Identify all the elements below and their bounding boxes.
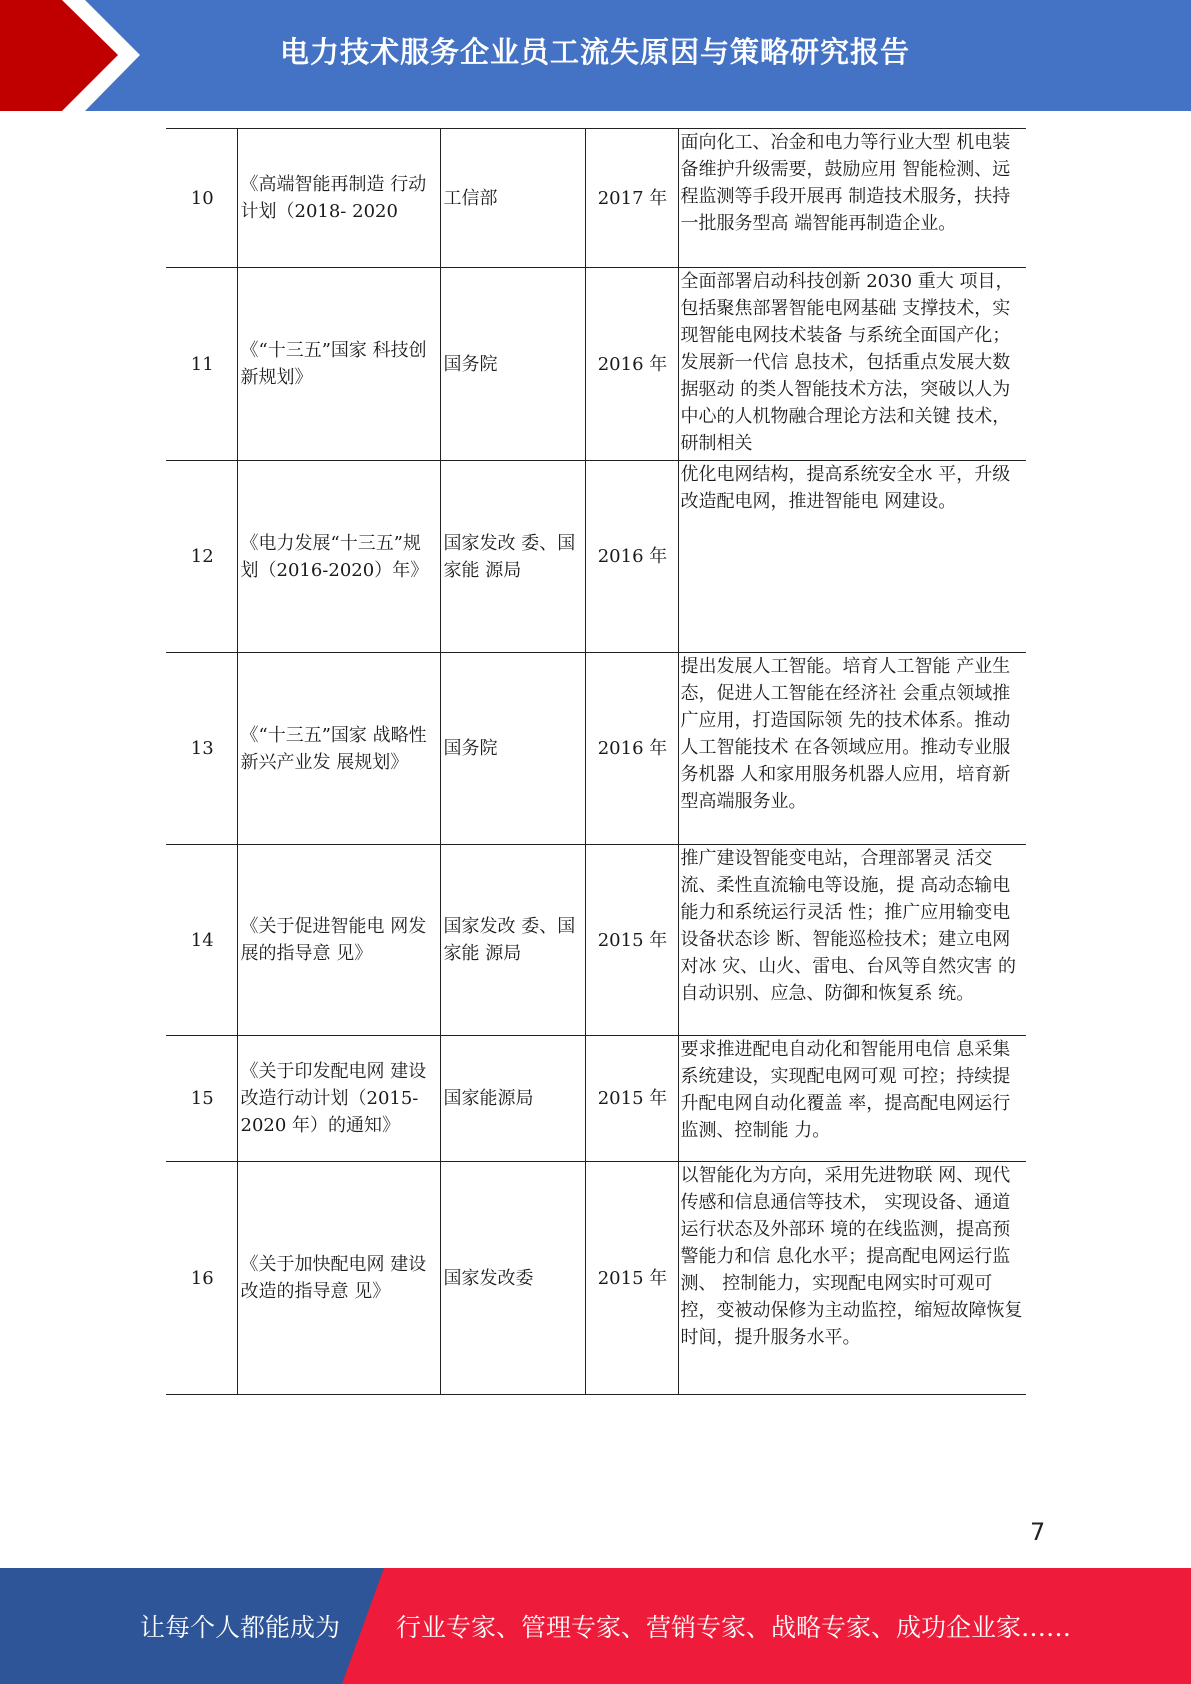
table-row (166, 653, 1026, 845)
policy-table (166, 128, 1026, 1395)
header-bar (0, 0, 1191, 111)
policy-description: 要求推进配电自动化和智能用电信 息采集系统建设，实现配电网可观 可控；持续提升配电网自动化覆盖 率，提高配电网运行监测、控制能 力。 (678, 1036, 1026, 1162)
policy-name: 《电力发展“十三五”规划（2016-2020）年》 (237, 461, 440, 653)
page-number: 7 (1030, 1518, 1046, 1546)
issue-year: 2016 年 (585, 268, 678, 461)
footer-slogan-right: 行业专家、管理专家、营销专家、战略专家、成功企业家…… (396, 1613, 1072, 1642)
row-number: 16 (166, 1162, 237, 1395)
footer-slogan-left: 让每个人都能成为 (140, 1613, 341, 1642)
policy-description: 优化电网结构，提高系统安全水 平，升级改造配电网，推进智能电 网建设。 (678, 461, 1026, 653)
policy-name: 《“十三五”国家 战略性新兴产业发 展规划》 (237, 653, 440, 845)
issue-year: 2016 年 (585, 461, 678, 653)
policy-description: 推广建设智能变电站，合理部署灵 活交流、柔性直流输电等设施，提 高动态输电能力和系统运行灵活 性；推广应用输变电设备状态诊 断、智能巡检技术；建立电网对冰 灾、山火、雷电、台风等自然灾害 的自动识别、应急、防御和恢复系 统。 (678, 845, 1026, 1036)
issue-year: 2015 年 (585, 845, 678, 1036)
policy-name: 《关于印发配电网 建设改造行动计划（2015-2020 年）的通知》 (237, 1036, 440, 1162)
policy-description: 以智能化为方向，采用先进物联 网、现代传感和信息通信等技术， 实现设备、通道运行状态及外部环 境的在线监测，提高预警能力和信 息化水平；提高配电网运行监测、 控制能力，实现配电网实时可观可 控，变被动保修为主动监控，缩短故障恢复时间，提升服务水平。 (678, 1162, 1026, 1395)
row-number: 12 (166, 461, 237, 653)
row-number: 13 (166, 653, 237, 845)
table-row (166, 845, 1026, 1036)
issuing-department: 国家发改 委、国家能 源局 (440, 845, 585, 1036)
table-row (166, 1162, 1026, 1395)
issue-year: 2016 年 (585, 653, 678, 845)
report-title: 电力技术服务企业员工流失原因与策略研究报告 (279, 34, 910, 69)
policy-name: 《“十三五”国家 科技创新规划》 (237, 268, 440, 461)
issuing-department: 国家发改 委、国家能 源局 (440, 461, 585, 653)
row-number: 14 (166, 845, 237, 1036)
header-arrow-decoration (0, 0, 160, 111)
table-row (166, 461, 1026, 653)
issuing-department: 国家发改委 (440, 1162, 585, 1395)
row-number: 10 (166, 129, 237, 268)
issuing-department: 国务院 (440, 268, 585, 461)
policy-name: 《关于促进智能电 网发展的指导意 见》 (237, 845, 440, 1036)
row-number: 11 (166, 268, 237, 461)
issuing-department: 工信部 (440, 129, 585, 268)
table-row (166, 268, 1026, 461)
issue-year: 2015 年 (585, 1036, 678, 1162)
table-row (166, 1036, 1026, 1162)
issuing-department: 国家能源局 (440, 1036, 585, 1162)
issue-year: 2015 年 (585, 1162, 678, 1395)
footer-banner (0, 1568, 1191, 1684)
row-number: 15 (166, 1036, 237, 1162)
policy-name: 《关于加快配电网 建设改造的指导意 见》 (237, 1162, 440, 1395)
policy-description: 全面部署启动科技创新 2030 重大 项目，包括聚焦部署智能电网基础 支撑技术，实现智能电网技术装备 与系统全面国产化；发展新一代信 息技术，包括重点发展大数据驱动 的类人智能技术方法，突破以人为 中心的人机物融合理论方法和关键 技术，研制相关 (678, 268, 1026, 461)
policy-name: 《高端智能再制造 行动计划（2018- 2020 (237, 129, 440, 268)
table-row (166, 129, 1026, 268)
policy-description: 提出发展人工智能。培育人工智能 产业生态，促进人工智能在经济社 会重点领域推广应用，打造国际领 先的技术体系。推动人工智能技术 在各领域应用。推动专业服务机器 人和家用服务机器人应用，培育新 型高端服务业。 (678, 653, 1026, 845)
issuing-department: 国务院 (440, 653, 585, 845)
issue-year: 2017 年 (585, 129, 678, 268)
policy-description: 面向化工、冶金和电力等行业大型 机电装备维护升级需要，鼓励应用 智能检测、远程监测等手段开展再 制造技术服务，扶持一批服务型高 端智能再制造企业。 (678, 129, 1026, 268)
